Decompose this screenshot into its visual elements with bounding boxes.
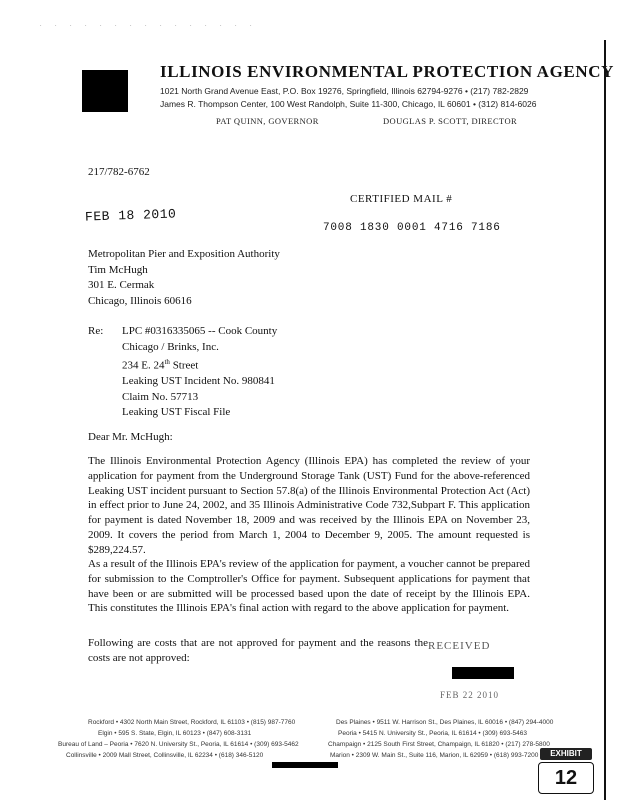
body-paragraph-2: As a result of the Illinois EPA's review of the application for payment, a voucher cannot be prepared for submission to the Comptroller's Office for payment. Subsequent applications for payment that have been or are submitted will be processed based upon the date of receipt by the Illinois EPA. This constitutes the Illinois EPA's final action with regard to the above application for payment. xyxy=(88,558,530,615)
address-line-2: James R. Thompson Center, 100 West Randolph, Suite 11-300, Chicago, IL 60601 • (312) 814-6026 xyxy=(160,99,537,109)
re-line: Leaking UST Incident No. 980841 xyxy=(122,375,275,388)
recipient-line: Tim McHugh xyxy=(88,263,148,276)
re-street-number: 234 E. 24 xyxy=(122,359,165,372)
redaction-bar xyxy=(452,667,514,679)
received-stamp: RECEIVED xyxy=(428,640,491,652)
footer-office-right-1: Des Plaines • 9511 W. Harrison St., Des Plaines, IL 60016 • (847) 294-4000 xyxy=(336,719,554,726)
salutation: Dear Mr. McHugh: xyxy=(88,431,173,443)
re-block xyxy=(122,324,277,421)
re-line xyxy=(122,355,277,374)
re-line: LPC #0316335065 -- Cook County xyxy=(122,325,278,337)
phone-number: 217/782-6762 xyxy=(88,166,150,178)
re-line: Leaking UST Fiscal File xyxy=(122,406,231,419)
footer-office-left-2: Elgin • 595 S. State, Elgin, IL 60123 • (847) 608-3131 xyxy=(98,730,252,737)
footer-office-left-1: Rockford • 4302 North Main Street, Rockford, IL 61103 • (815) 987-7760 xyxy=(88,719,296,726)
body-paragraph-3: Following are costs that are not approved for payment and the reasons the costs are not approved: xyxy=(88,637,428,664)
re-line: Claim No. 57713 xyxy=(122,390,199,403)
footer-office-left-4: Collinsville • 2009 Mall Street, Collinsville, IL 62234 • (618) 346-5120 xyxy=(66,752,264,759)
re-street-suffix: Street xyxy=(169,359,199,372)
re-label: Re: xyxy=(88,325,104,337)
address-line-1: 1021 North Grand Avenue East, P.O. Box 19276, Springfield, Illinois 62794-9276 • (217) 782-2829 xyxy=(160,86,529,96)
scan-redaction-bar xyxy=(272,762,338,768)
certified-mail-label: CERTIFIED MAIL # xyxy=(350,193,453,205)
signature-mark: FEB 22 2010 xyxy=(440,690,500,700)
certified-mail-number: 7008 1830 0001 4716 7186 xyxy=(323,222,501,234)
governor-name: PAT QUINN, GOVERNOR xyxy=(216,116,319,126)
re-line: Chicago / Brinks, Inc. xyxy=(122,340,219,353)
director-name: DOUGLAS P. SCOTT, DIRECTOR xyxy=(383,116,518,126)
recipient-line: Chicago, Illinois 60616 xyxy=(88,294,192,307)
footer-office-left-3: Bureau of Land – Peoria • 7620 N. University St., Peoria, IL 61614 • (309) 693-5462 xyxy=(58,741,299,748)
footer-office-right-2: Peoria • 5415 N. University St., Peoria, IL 61614 • (309) 693-5463 xyxy=(338,730,527,737)
re-street-sup: th xyxy=(164,358,170,366)
scan-dots: . . . . . . . . . . . . . . . xyxy=(40,22,258,28)
body-paragraph-1: The Illinois Environmental Protection Agency (Illinois EPA) has completed the review of your application for payment from the Underground Storage Tank (UST) Fund for the above-referenced Leaking UST incident pursuant to Section 57.8(a) of the Illinois Environmental Protection Act (Act) in effect prior to June 24, 2002, and 35 Illinois Administrative Code 732,Subpart F. This application for payment is dated November 18, 2009 and was received by the Illinois EPA on November 23, 2009. It covers the period from March 1, 2004 to December 9, 2005. The amount requested is $289,224.57. xyxy=(88,455,530,556)
footer-office-right-3: Champaign • 2125 South First Street, Champaign, IL 61820 • (217) 278-5800 xyxy=(328,741,550,748)
recipient-address xyxy=(88,247,280,309)
agency-name: ILLINOIS ENVIRONMENTAL PROTECTION AGENCY xyxy=(160,62,614,81)
recipient-line: Metropolitan Pier and Exposition Authority xyxy=(88,248,280,260)
recipient-line: 301 E. Cermak xyxy=(88,279,155,291)
exhibit-label: EXHIBIT xyxy=(540,748,592,760)
letter-date: FEB 18 2010 xyxy=(84,206,177,225)
agency-logo xyxy=(82,70,128,112)
exhibit-number: 12 xyxy=(538,762,594,794)
footer-office-right-4: Marion • 2309 W. Main St., Suite 116, Marion, IL 62959 • (618) 993-7200 xyxy=(330,752,539,759)
page-edge-line xyxy=(604,40,606,800)
